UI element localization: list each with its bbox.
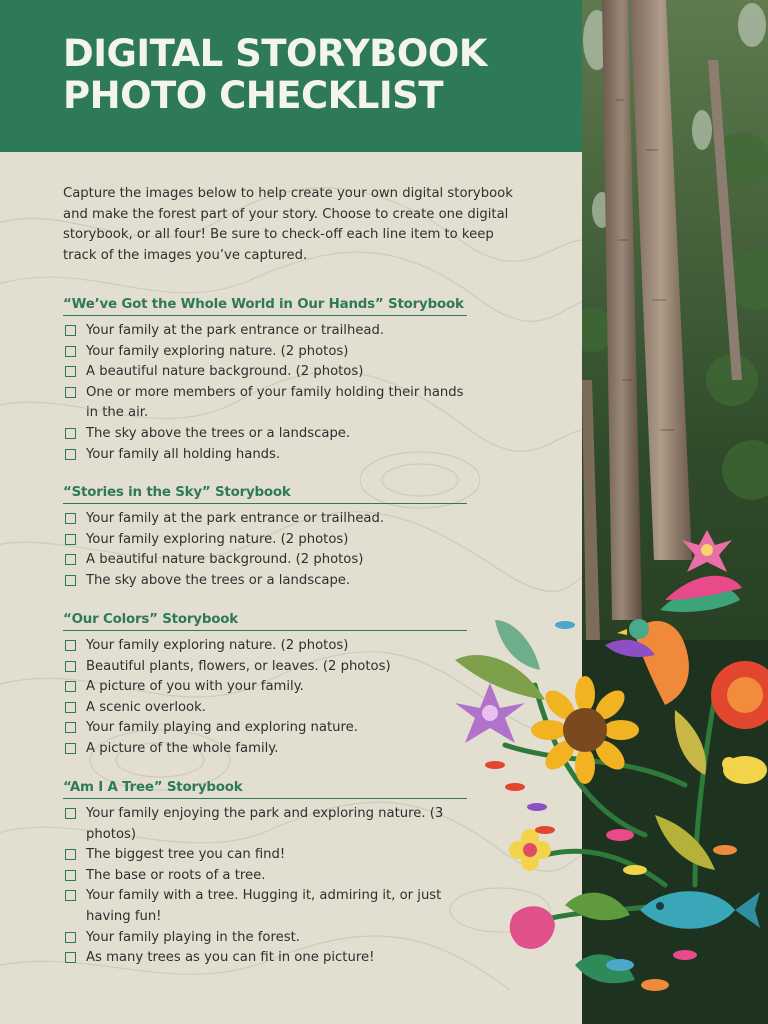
intro-paragraph: Capture the images below to help create your own digital storybook and make the forest part of your story. Choose to create one digital storybook, or all four! Be sure to check-off each line item to keep track of the images you’ve captured. (63, 186, 513, 263)
checkbox[interactable] (65, 554, 76, 565)
checklist-item (63, 804, 467, 845)
section-heading: “Stories in the Sky” Storybook (63, 485, 467, 504)
checklist-item (63, 718, 467, 739)
checklist-item (63, 530, 467, 551)
item-text: A beautiful nature background. (2 photos) (86, 552, 364, 568)
section-stories-in-the-sky (63, 485, 467, 591)
checkbox[interactable] (65, 366, 76, 377)
item-text: Your family playing in the forest. (86, 929, 300, 945)
checkbox[interactable] (65, 932, 76, 943)
item-text: Your family exploring nature. (2 photos) (86, 531, 349, 547)
checklist-item (63, 362, 467, 383)
item-text: Your family with a tree. Hugging it, admiring it, or just having fun! (86, 888, 442, 924)
item-text: Your family at the park entrance or trailhead. (86, 511, 385, 526)
checklist-item (63, 739, 467, 760)
checkbox[interactable] (65, 702, 76, 713)
item-text: The base or roots of a tree. (86, 867, 266, 883)
item-text: The sky above the trees or a landscape. (86, 425, 351, 441)
item-text: The sky above the trees or a landscape. (86, 572, 351, 588)
item-text: The biggest tree you can find! (86, 847, 286, 863)
checklist-item (63, 342, 467, 363)
item-text: Your family exploring nature. (2 photos) (86, 638, 349, 653)
checkbox[interactable] (65, 325, 76, 336)
checklist-item (63, 928, 467, 949)
checkbox[interactable] (65, 870, 76, 881)
item-text: A picture of the whole family. (86, 740, 279, 756)
checklist-item (63, 948, 467, 969)
item-text: Your family playing and exploring nature. (86, 720, 358, 736)
item-text: Your family exploring nature. (2 photos) (86, 343, 349, 359)
checklist-item (63, 550, 467, 571)
checklist-item (63, 509, 467, 530)
item-text: One or more members of your family holding their hands in the air. (86, 384, 464, 421)
checklist-item (63, 571, 467, 592)
section-our-colors (63, 612, 467, 760)
checklist-item (63, 636, 467, 657)
item-text: As many trees as you can fit in one picture! (86, 950, 375, 966)
checkbox[interactable] (65, 808, 76, 819)
embroidery-illustration (445, 525, 768, 1024)
checklist-item (63, 698, 467, 719)
checkbox[interactable] (65, 346, 76, 357)
checkbox[interactable] (65, 661, 76, 672)
checkbox[interactable] (65, 743, 76, 754)
checklist-item (63, 424, 467, 445)
checkbox[interactable] (65, 681, 76, 692)
checklist-item (63, 845, 467, 866)
title-banner (0, 0, 582, 152)
checkbox[interactable] (65, 890, 76, 901)
section-heading: “Our Colors” Storybook (63, 612, 467, 631)
checklist-item (63, 866, 467, 887)
checklist-item (63, 321, 467, 342)
section-heading: “We’ve Got the Whole World in Our Hands” Storybook (63, 297, 467, 316)
checkbox[interactable] (65, 449, 76, 460)
section-heading: “Am I A Tree” Storybook (63, 780, 467, 799)
checklist-item (63, 383, 467, 424)
item-text: Beautiful plants, flowers, or leaves. (2 photos) (86, 658, 391, 674)
section-am-i-a-tree (63, 780, 467, 969)
item-text: Your family enjoying the park and exploring nature. (3 photos) (86, 806, 444, 842)
page-title: DIGITAL STORYBOOK PHOTO CHECKLIST (63, 32, 487, 117)
item-text: Your family at the park entrance or trailhead. (86, 323, 385, 338)
checkbox[interactable] (65, 534, 76, 545)
item-text: A picture of you with your family. (86, 679, 304, 695)
section-whole-world (63, 297, 467, 465)
checkbox[interactable] (65, 640, 76, 651)
item-text: A beautiful nature background. (2 photos) (86, 364, 364, 380)
checklist-item (63, 445, 467, 466)
checkbox[interactable] (65, 722, 76, 733)
checklist-item (63, 677, 467, 698)
checklist-item (63, 886, 467, 927)
checkbox[interactable] (65, 387, 76, 398)
item-text: Your family all holding hands. (86, 446, 281, 462)
checkbox[interactable] (65, 849, 76, 860)
checkbox[interactable] (65, 952, 76, 963)
checkbox[interactable] (65, 575, 76, 586)
checkbox[interactable] (65, 513, 76, 524)
checkbox[interactable] (65, 428, 76, 439)
item-text: A scenic overlook. (86, 699, 206, 715)
checklist-item (63, 657, 467, 678)
